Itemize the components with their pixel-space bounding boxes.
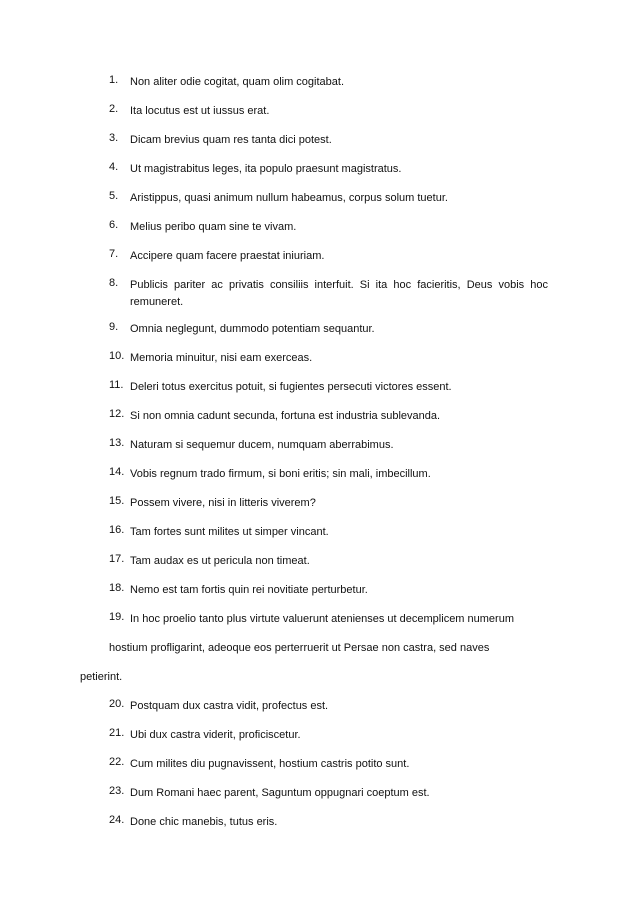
list-item [0, 132, 638, 149]
item-text: Ubi dux castra viderit, proficiscetur. [130, 729, 301, 741]
item-text: Publicis pariter ac privatis consiliis interfuit. Si ita hoc facieritis, Deus vobis hoc remuneret. [130, 279, 548, 308]
item-number: 20. [109, 698, 125, 710]
list-item [0, 74, 638, 91]
item-number: 5. [109, 190, 119, 202]
item-number: 12. [109, 408, 125, 420]
item-text: Cum milites diu pugnavissent, hostium castris potito sunt. [130, 758, 410, 770]
item-number: 17. [109, 553, 125, 565]
list-item [0, 582, 638, 599]
list-item [0, 785, 638, 802]
item-number: 14. [109, 466, 125, 478]
item-number: 2. [109, 103, 119, 115]
list-item [0, 103, 638, 120]
list-item [0, 161, 638, 178]
list-item [0, 321, 638, 338]
item-continuation: petierint. [80, 671, 123, 683]
item-text: Postquam dux castra vidit, profectus est. [130, 700, 329, 712]
list-item [0, 611, 638, 628]
item-text: Deleri totus exercitus potuit, si fugientes persecuti victores essent. [130, 381, 452, 393]
item-text: Dicam brevius quam res tanta dici potest. [130, 134, 332, 146]
list-item [0, 248, 638, 265]
list-item [0, 814, 638, 831]
list-item [0, 190, 638, 207]
item-number: 1. [109, 74, 119, 86]
item-text: Tam audax es ut pericula non timeat. [130, 555, 310, 567]
item-text: Memoria minuitur, nisi eam exerceas. [130, 352, 313, 364]
item-text: Omnia neglegunt, dummodo potentiam sequantur. [130, 323, 375, 335]
list-item [0, 350, 638, 367]
item-number: 11. [109, 379, 124, 391]
item-number: 9. [109, 321, 119, 333]
item-number: 8. [109, 277, 119, 289]
list-item [0, 698, 638, 715]
list-item [0, 466, 638, 483]
item-text: Accipere quam facere praestat iniuriam. [130, 250, 325, 262]
item-text: Melius peribo quam sine te vivam. [130, 221, 297, 233]
item-number: 6. [109, 219, 119, 231]
list-item [0, 524, 638, 541]
item-number: 18. [109, 582, 125, 594]
list-item [0, 756, 638, 773]
item-continuation: hostium profligarint, adeoque eos perterruerit ut Persae non castra, sed naves [109, 642, 490, 654]
item-number: 23. [109, 785, 125, 797]
item-text: Dum Romani haec parent, Saguntum oppugnari coeptum est. [130, 787, 430, 799]
item-text: Si non omnia cadunt secunda, fortuna est industria sublevanda. [130, 410, 441, 422]
list-item [0, 727, 638, 744]
item-text: Aristippus, quasi animum nullum habeamus, corpus solum tuetur. [130, 192, 448, 204]
list-item [0, 277, 638, 311]
item-text: Possem vivere, nisi in litteris viverem? [130, 497, 316, 509]
item-number: 3. [109, 132, 119, 144]
item-text: Naturam si sequemur ducem, numquam aberrabimus. [130, 439, 394, 451]
item-number: 10. [109, 350, 125, 362]
item-number: 19. [109, 611, 125, 623]
item-number: 24. [109, 814, 125, 826]
list-item [0, 379, 638, 396]
item-text: Vobis regnum trado firmum, si boni eritis; sin mali, imbecillum. [130, 468, 431, 480]
item-text: Tam fortes sunt milites ut simper vincant. [130, 526, 329, 538]
item-number: 15. [109, 495, 125, 507]
list-item [0, 553, 638, 570]
item-text: In hoc proelio tanto plus virtute valuerunt atenienses ut decemplicem numerum [130, 613, 514, 625]
list-item [0, 408, 638, 425]
item-text: Done chic manebis, tutus eris. [130, 816, 278, 828]
item-number: 22. [109, 756, 125, 768]
item-text: Non aliter odie cogitat, quam olim cogitabat. [130, 76, 345, 88]
item-number: 21. [109, 727, 125, 739]
list-item [0, 495, 638, 512]
item-number: 13. [109, 437, 125, 449]
item-number: 7. [109, 248, 119, 260]
item-text: Ita locutus est ut iussus erat. [130, 105, 270, 117]
list-item [0, 219, 638, 236]
list-item [0, 437, 638, 454]
item-number: 16. [109, 524, 125, 536]
item-text: Nemo est tam fortis quin rei novitiate perturbetur. [130, 584, 368, 596]
item-text: Ut magistrabitus leges, ita populo praesunt magistratus. [130, 163, 402, 175]
item-number: 4. [109, 161, 119, 173]
